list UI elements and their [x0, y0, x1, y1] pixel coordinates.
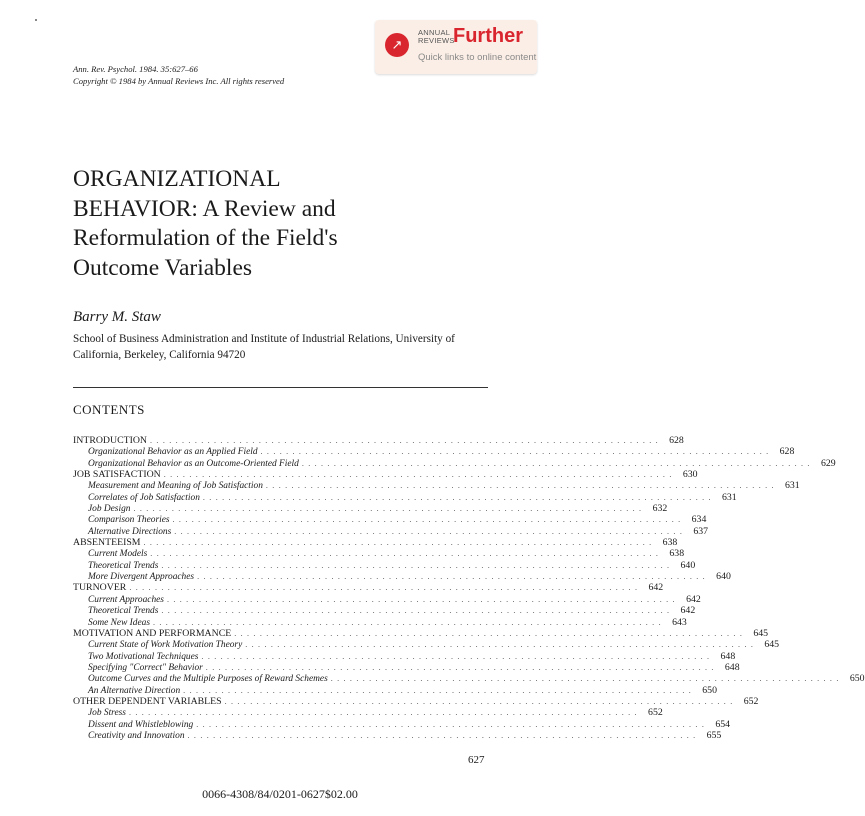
- toc-subentry[interactable]: [73, 639, 780, 651]
- toc-subentry[interactable]: [73, 514, 707, 526]
- toc-entry-page: 650: [702, 684, 717, 696]
- toc-dot-leader: . . . . . . . . . . . . . . . . . . . . . . . . . . . . . . . . . . . . . . . . . . . . . . . . . . . . . . . . . . . . . . . . . . . . . . . . . . . . . . . .: [265, 481, 775, 491]
- toc-entry-title: MOTIVATION AND PERFORMANCE: [73, 627, 232, 639]
- toc-entry-page: 638: [669, 548, 685, 560]
- toc-subentry[interactable]: [73, 593, 701, 605]
- toc-dot-leader: . . . . . . . . . . . . . . . . . . . . . . . . . . . . . . . . . . . . . . . . . . . . . . . . . . . . . . . . . . . . . . . . . . . . . . . . . . . . . . . .: [201, 651, 711, 661]
- badge-brand: [418, 29, 455, 45]
- toc-entry-page: 648: [724, 661, 740, 673]
- toc-entry-title: An Alternative Direction: [88, 685, 181, 696]
- toc-entry-title: Two Motivational Techniques: [88, 651, 199, 662]
- toc-dot-leader: . . . . . . . . . . . . . . . . . . . . . . . . . . . . . . . . . . . . . . . . . . . . . . . . . . . . . . . . . . . . . . . . . . . . . . . . . . . . . . . .: [174, 526, 684, 536]
- citation-line2: Copyright © 1984 by Annual Reviews Inc. All rights reserved: [73, 75, 285, 86]
- toc-entry-page: 632: [652, 503, 668, 515]
- toc-entry-title: Current Approaches: [88, 594, 164, 605]
- toc-entry-title: Comparison Theories: [88, 515, 170, 526]
- toc-entry-page: 648: [720, 650, 736, 662]
- toc-dot-leader: . . . . . . . . . . . . . . . . . . . . . . . . . . . . . . . . . . . . . . . . . . . . . . . . . . . . . . . . . . . . . . . . . . . . . . . . . . . . . . . .: [234, 628, 744, 638]
- toc-dot-leader: . . . . . . . . . . . . . . . . . . . . . . . . . . . . . . . . . . . . . . . . . . . . . . . . . . . . . . . . . . . . . . . . . . . . . . . . . . . . . . . .: [224, 696, 734, 706]
- toc-entry[interactable]: [73, 435, 684, 446]
- toc-dot-leader: . . . . . . . . . . . . . . . . . . . . . . . . . . . . . . . . . . . . . . . . . . . . . . . . . . . . . . . . . . . . . . . . . . . . . . . . . . . . . . . .: [143, 538, 653, 548]
- toc-entry-title: Theoretical Trends: [88, 606, 159, 617]
- further-badge[interactable]: [375, 20, 537, 74]
- toc-dot-leader: . . . . . . . . . . . . . . . . . . . . . . . . . . . . . . . . . . . . . . . . . . . . . . . . . . . . . . . . . . . . . . . . . . . . . . . . . . . . . . . .: [202, 492, 712, 502]
- toc-subentry[interactable]: [73, 718, 731, 730]
- toc-entry-title: INTRODUCTION: [73, 435, 148, 446]
- toc-subentry[interactable]: [73, 684, 717, 696]
- badge-brand-line2: REVIEWS: [418, 36, 455, 45]
- citation: [73, 64, 284, 87]
- toc-entry-title: Creativity and Innovation: [88, 730, 185, 741]
- toc-entry-title: Specifying "Correct" Behavior: [88, 662, 203, 673]
- toc-entry-title: Job Design: [88, 504, 131, 515]
- toc-entry-page: 652: [743, 695, 759, 707]
- toc-entry-page: 631: [722, 491, 737, 503]
- toc-dot-leader: . . . . . . . . . . . . . . . . . . . . . . . . . . . . . . . . . . . . . . . . . . . . . . . . . . . . . . . . . . . . . . . . . . . . . . . . . . . . . . . .: [260, 447, 770, 457]
- section-divider: [73, 387, 488, 388]
- toc-dot-leader: . . . . . . . . . . . . . . . . . . . . . . . . . . . . . . . . . . . . . . . . . . . . . . . . . . . . . . . . . . . . . . . . . . . . . . . . . . . . . . . .: [163, 470, 673, 480]
- badge-tagline: Quick links to online content: [418, 52, 537, 63]
- toc-entry-page: 628: [779, 446, 795, 458]
- toc-entry-page: 655: [706, 729, 722, 741]
- toc-entry-title: Dissent and Whistleblowing: [88, 719, 194, 730]
- toc-entry[interactable]: [73, 469, 698, 481]
- toc-entry-page: 637: [693, 525, 709, 537]
- toc-entry-page: 640: [680, 559, 696, 571]
- toc-dot-leader: . . . . . . . . . . . . . . . . . . . . . . . . . . . . . . . . . . . . . . . . . . . . . . . . . . . . . . . . . . . . . . . . . . . . . . . . . . . . . . . .: [152, 617, 662, 627]
- toc-entry[interactable]: [73, 695, 759, 707]
- toc-dot-leader: . . . . . . . . . . . . . . . . . . . . . . . . . . . . . . . . . . . . . . . . . . . . . . . . . . . . . . . . . . . . . . . . . . . . . . . . . . . . . . . .: [330, 674, 840, 684]
- toc-subentry[interactable]: [73, 446, 795, 458]
- title-line: Outcome Variables: [73, 254, 253, 281]
- toc-entry-title: ABSENTEEISM: [73, 537, 141, 549]
- toc-dot-leader: . . . . . . . . . . . . . . . . . . . . . . . . . . . . . . . . . . . . . . . . . . . . . . . . . . . . . . . . . . . . . . . . . . . . . . . . . . . . . . . .: [172, 515, 682, 525]
- toc-entry-page: 634: [691, 514, 707, 526]
- toc-subentry[interactable]: [73, 650, 736, 662]
- toc-entry-title: Alternative Directions: [88, 526, 172, 537]
- toc-subentry[interactable]: [73, 559, 696, 571]
- toc-dot-leader: . . . . . . . . . . . . . . . . . . . . . . . . . . . . . . . . . . . . . . . . . . . . . . . . . . . . . . . . . . . . . . . . . . . . . . . . . . . . . . . .: [150, 549, 660, 559]
- toc-dot-leader: . . . . . . . . . . . . . . . . . . . . . . . . . . . . . . . . . . . . . . . . . . . . . . . . . . . . . . . . . . . . . . . . . . . . . . . . . . . . . . . .: [183, 685, 692, 695]
- toc-dot-leader: . . . . . . . . . . . . . . . . . . . . . . . . . . . . . . . . . . . . . . . . . . . . . . . . . . . . . . . . . . . . . . . . . . . . . . . . . . . . . . . .: [197, 572, 706, 582]
- toc-dot-leader: . . . . . . . . . . . . . . . . . . . . . . . . . . . . . . . . . . . . . . . . . . . . . . . . . . . . . . . . . . . . . . . . . . . . . . . . . . . . . . . .: [129, 583, 639, 593]
- toc-subentry[interactable]: [73, 491, 737, 503]
- toc-entry-page: 654: [715, 718, 731, 730]
- toc-entry-title: Current Models: [88, 549, 148, 560]
- toc-entry[interactable]: [73, 582, 664, 594]
- title-line: ORGANIZATIONAL: [73, 166, 281, 192]
- toc-subentry[interactable]: [73, 616, 687, 628]
- toc-entry-page: 643: [672, 616, 687, 628]
- toc-entry-title: Some New Ideas: [88, 617, 150, 628]
- toc-entry-title: JOB SATISFACTION: [73, 469, 161, 481]
- toc-dot-leader: . . . . . . . . . . . . . . . . . . . . . . . . . . . . . . . . . . . . . . . . . . . . . . . . . . . . . . . . . . . . . . . . . . . . . . . . . . . . . . . .: [161, 606, 671, 616]
- toc-entry-page: 628: [669, 435, 684, 446]
- toc-dot-leader: . . . . . . . . . . . . . . . . . . . . . . . . . . . . . . . . . . . . . . . . . . . . . . . . . . . . . . . . . . . . . . . . . . . . . . . . . . . . . . . .: [161, 560, 671, 570]
- toc-entry-page: 638: [662, 537, 678, 549]
- toc-subentry[interactable]: [73, 661, 740, 673]
- toc-subentry[interactable]: [73, 548, 685, 560]
- toc-entry[interactable]: [73, 627, 769, 639]
- page-number: 627: [468, 754, 485, 766]
- author-name: Barry M. Staw: [73, 309, 161, 325]
- toc-dot-leader: . . . . . . . . . . . . . . . . . . . . . . . . . . . . . . . . . . . . . . . . . . . . . . . . . . . . . . . . . . . . . . . . . . . . . . . . . . . . . . . .: [133, 504, 643, 514]
- citation-line1: Ann. Rev. Psychol. 1984. 35:627–66: [73, 64, 198, 74]
- toc-dot-leader: . . . . . . . . . . . . . . . . . . . . . . . . . . . . . . . . . . . . . . . . . . . . . . . . . . . . . . . . . . . . . . . . . . . . . . . . . . . . . . . .: [150, 436, 659, 445]
- toc-entry-page: 640: [716, 571, 731, 583]
- footer-code: 0066-4308/84/0201-0627$02.00: [202, 787, 358, 801]
- toc-subentry[interactable]: [73, 503, 668, 515]
- toc-subentry[interactable]: [73, 605, 696, 617]
- toc-entry-page: 645: [753, 627, 769, 639]
- speck: [35, 19, 37, 21]
- toc-dot-leader: . . . . . . . . . . . . . . . . . . . . . . . . . . . . . . . . . . . . . . . . . . . . . . . . . . . . . . . . . . . . . . . . . . . . . . . . . . . . . . . .: [128, 708, 638, 718]
- toc-entry-page: 650: [849, 673, 865, 685]
- toc-entry-title: Organizational Behavior as an Applied Field: [88, 447, 258, 458]
- toc-entry-title: Job Stress: [88, 708, 126, 719]
- toc-entry-title: Correlates of Job Satisfaction: [88, 492, 200, 503]
- toc-entry-title: OTHER DEPENDENT VARIABLES: [73, 695, 222, 707]
- toc-dot-leader: . . . . . . . . . . . . . . . . . . . . . . . . . . . . . . . . . . . . . . . . . . . . . . . . . . . . . . . . . . . . . . . . . . . . . . . . . . . . . . . .: [205, 662, 715, 672]
- toc-entry-page: 645: [764, 639, 780, 651]
- toc-dot-leader: . . . . . . . . . . . . . . . . . . . . . . . . . . . . . . . . . . . . . . . . . . . . . . . . . . . . . . . . . . . . . . . . . . . . . . . . . . . . . . . .: [196, 719, 706, 729]
- toc-entry-title: TURNOVER: [73, 582, 127, 594]
- toc-entry-page: 642: [686, 593, 701, 605]
- toc-entry-page: 629: [820, 457, 836, 469]
- toc-entry-page: 652: [648, 707, 663, 719]
- author-affiliation: School of Business Administration and Institute of Industrial Relations, University of California, Berkeley, California 94720: [73, 333, 455, 361]
- toc-entry-title: Measurement and Meaning of Job Satisfaction: [88, 481, 263, 492]
- toc-subentry[interactable]: [73, 673, 865, 685]
- toc-dot-leader: . . . . . . . . . . . . . . . . . . . . . . . . . . . . . . . . . . . . . . . . . . . . . . . . . . . . . . . . . . . . . . . . . . . . . . . . . . . . . . . .: [166, 594, 676, 604]
- toc-subentry[interactable]: [73, 707, 663, 719]
- table-of-contents: [73, 435, 865, 741]
- toc-subentry[interactable]: [73, 457, 836, 469]
- contents-heading: CONTENTS: [73, 402, 145, 417]
- toc-entry-page: 642: [648, 582, 664, 594]
- toc-subentry[interactable]: [73, 525, 709, 537]
- toc-dot-leader: . . . . . . . . . . . . . . . . . . . . . . . . . . . . . . . . . . . . . . . . . . . . . . . . . . . . . . . . . . . . . . . . . . . . . . . . . . . . . . . .: [187, 730, 697, 740]
- toc-entry-page: 642: [680, 605, 696, 617]
- badge-brand-line1: ANNUAL: [418, 28, 451, 37]
- toc-entry-title: Current State of Work Motivation Theory: [88, 640, 243, 651]
- title-line: BEHAVIOR: A Review and: [73, 195, 336, 222]
- toc-subentry[interactable]: [73, 729, 722, 741]
- toc-subentry[interactable]: [73, 571, 731, 583]
- toc-entry-title: More Divergent Approaches: [88, 572, 195, 583]
- toc-dot-leader: . . . . . . . . . . . . . . . . . . . . . . . . . . . . . . . . . . . . . . . . . . . . . . . . . . . . . . . . . . . . . . . . . . . . . . . . . . . . . . . .: [301, 458, 811, 468]
- toc-subentry[interactable]: [73, 480, 800, 492]
- title-line: Reformulation of the Field's: [73, 225, 338, 251]
- toc-entry-page: 631: [785, 480, 800, 492]
- annual-reviews-logo-icon: ↗: [385, 33, 409, 57]
- toc-entry-page: 630: [682, 469, 698, 481]
- toc-entry-title: Organizational Behavior as an Outcome-Oriented Field: [88, 458, 299, 469]
- toc-entry[interactable]: [73, 537, 678, 549]
- toc-entry-title: Outcome Curves and the Multiple Purposes of Reward Schemes: [88, 674, 328, 685]
- article-title: [73, 165, 493, 283]
- badge-further-label: Further: [453, 25, 523, 47]
- toc-dot-leader: . . . . . . . . . . . . . . . . . . . . . . . . . . . . . . . . . . . . . . . . . . . . . . . . . . . . . . . . . . . . . . . . . . . . . . . . . . . . . . . .: [245, 640, 755, 650]
- toc-entry-title: Theoretical Trends: [88, 560, 159, 571]
